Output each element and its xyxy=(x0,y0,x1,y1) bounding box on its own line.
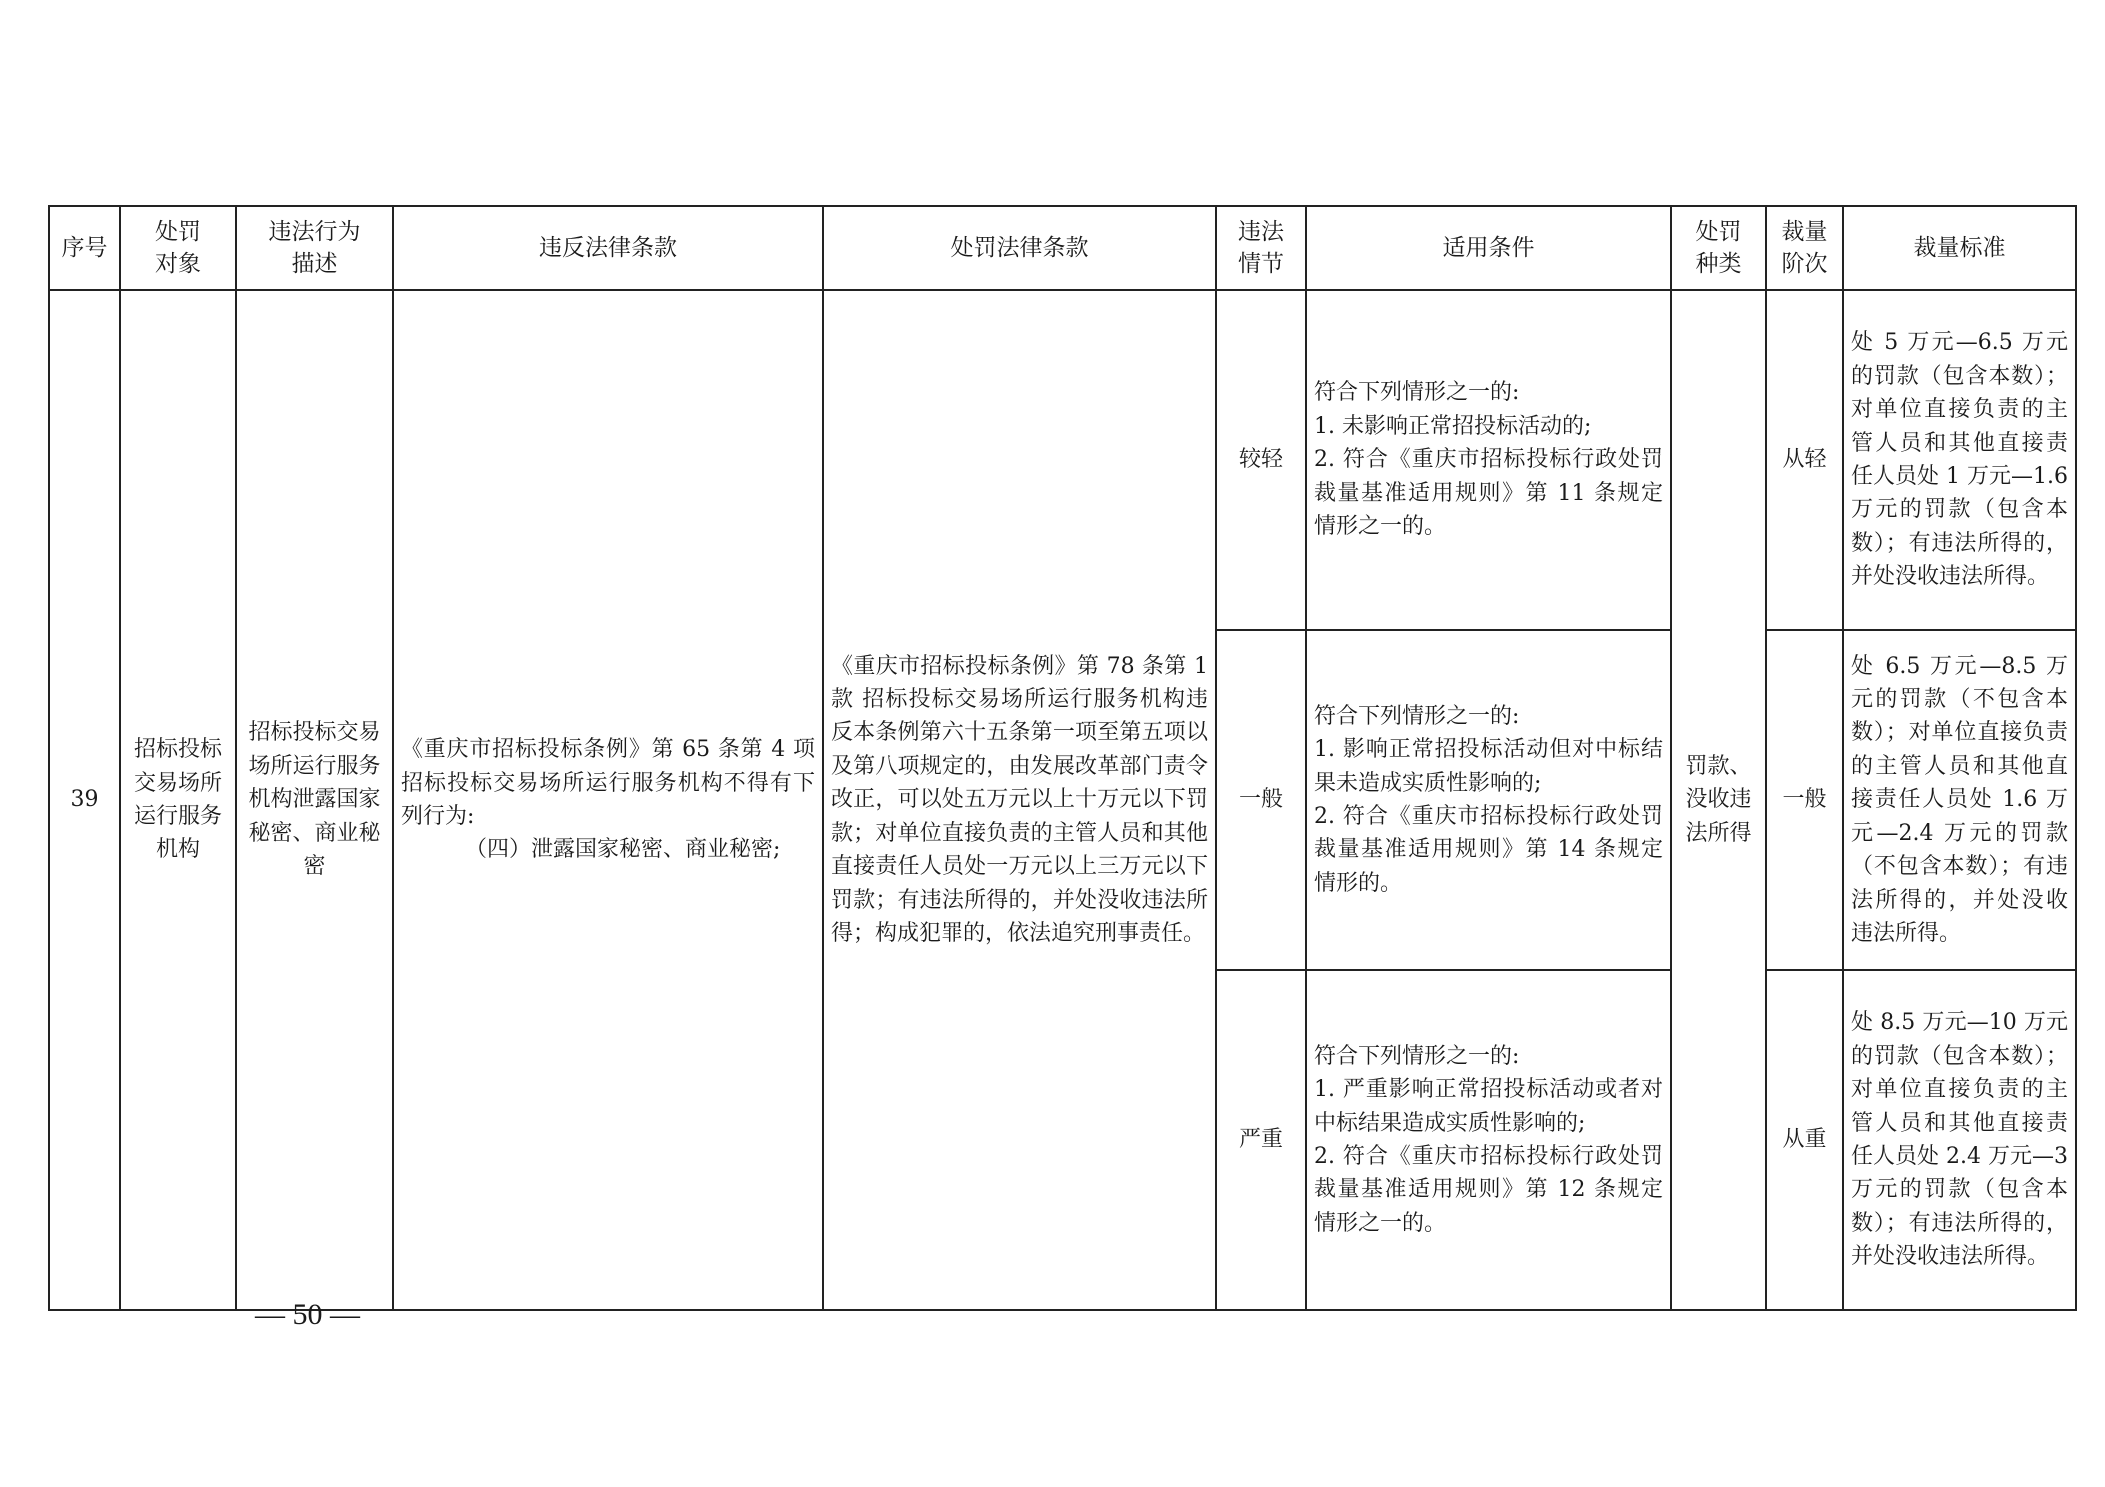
cell-target: 招标投标交易场所运行服务机构 xyxy=(120,290,236,1310)
table-header-row xyxy=(49,206,2076,290)
header-target xyxy=(120,206,236,290)
page-number: — 50 — xyxy=(255,1298,360,1331)
cell-standard-severe: 处 8.5 万元—10 万元的罚款（包含本数）；对单位直接负责的主管人员和其他直接责任人员处 2.4 万元—3 万元的罚款（包含本数）；有违法所得的，并处没收违法所得。 xyxy=(1843,970,2076,1310)
conditions-normal-line: 1. 影响正常招投标活动但对中标结果未造成实质性影响的; xyxy=(1314,737,1663,796)
cell-level-light: 从轻 xyxy=(1766,290,1843,630)
penalty-standard-table xyxy=(48,205,2077,1311)
cell-circumstance-severe: 严重 xyxy=(1216,970,1306,1310)
cell-desc: 招标投标交易场所运行服务机构泄露国家秘密、商业秘密 xyxy=(236,290,393,1310)
cell-conditions-light xyxy=(1306,290,1671,630)
header-desc xyxy=(236,206,393,290)
header-circumstance-text: 违法 情节 xyxy=(1238,218,1284,277)
header-seq: 序号 xyxy=(49,206,120,290)
header-target-text: 处罚 对象 xyxy=(155,218,201,277)
cell-level-normal: 一般 xyxy=(1766,630,1843,970)
cell-conditions-normal xyxy=(1306,630,1671,970)
cell-level-severe: 从重 xyxy=(1766,970,1843,1310)
header-level-text: 裁量 阶次 xyxy=(1781,218,1828,277)
conditions-normal-line: 符合下列情形之一的: xyxy=(1314,703,1520,729)
header-desc-text: 违法行为 描述 xyxy=(268,218,361,277)
table-row xyxy=(49,290,2076,630)
cell-penalty-law: 《重庆市招标投标条例》第 78 条第 1 款 招标投标交易场所运行服务机构违反本条例第六十五条第一项至第五项以及第八项规定的，由发展改革部门责令改正，可以处五万元以上十万元以下罚款；对单位直接负责的主管人员和其他直接责任人员处一万元以上三万元以下罚款；有违法所得的，并处没收违法所得；构成犯罪的，依法追究刑事责任。 xyxy=(823,290,1216,1310)
conditions-light-line: 符合下列情形之一的: xyxy=(1314,380,1520,406)
cell-circumstance-normal: 一般 xyxy=(1216,630,1306,970)
header-penalty-type-text: 处罚 种类 xyxy=(1695,218,1742,277)
header-level xyxy=(1766,206,1843,290)
header-penalty-law: 处罚法律条款 xyxy=(823,206,1216,290)
header-standard: 裁量标准 xyxy=(1843,206,2076,290)
header-circumstance xyxy=(1216,206,1306,290)
cell-violated-law xyxy=(393,290,823,1310)
conditions-light-line: 2. 符合《重庆市招标投标行政处罚裁量基准适用规则》第 11 条规定情形之一的。 xyxy=(1314,447,1663,540)
cell-conditions-severe xyxy=(1306,970,1671,1310)
header-violated: 违反法律条款 xyxy=(393,206,823,290)
conditions-severe-line: 2. 符合《重庆市招标投标行政处罚裁量基准适用规则》第 12 条规定情形之一的。 xyxy=(1314,1144,1663,1236)
cell-standard-normal: 处 6.5 万元—8.5 万元的罚款（不包含本数）；对单位直接负责的主管人员和其他直接责任人员处 1.6 万元—2.4 万元的罚款（不包含本数）；有违法所得的，并处没收违法所得。 xyxy=(1843,630,2076,970)
violated-law-main: 《重庆市招标投标条例》第 65 条第 4 项 招标投标交易场所运行服务机构不得有下列行为: xyxy=(401,737,815,829)
cell-penalty-type: 罚款、没收违法所得 xyxy=(1671,290,1766,1310)
conditions-light-line: 1. 未影响正常招投标活动的; xyxy=(1314,413,1592,439)
header-penalty-type xyxy=(1671,206,1766,290)
cell-standard-light: 处 5 万元—6.5 万元的罚款（包含本数）；对单位直接负责的主管人员和其他直接责任人员处 1 万元—1.6 万元的罚款（包含本数）；有违法所得的，并处没收违法所得。 xyxy=(1843,290,2076,630)
cell-circumstance-light: 较轻 xyxy=(1216,290,1306,630)
header-conditions: 适用条件 xyxy=(1306,206,1671,290)
conditions-normal-line: 2. 符合《重庆市招标投标行政处罚裁量基准适用规则》第 14 条规定情形的。 xyxy=(1314,804,1663,896)
violated-law-item: （四）泄露国家秘密、商业秘密; xyxy=(465,837,781,863)
conditions-severe-line: 符合下列情形之一的: xyxy=(1314,1043,1520,1069)
conditions-severe-line: 1. 严重影响正常招投标活动或者对中标结果造成实质性影响的; xyxy=(1314,1077,1663,1136)
cell-seq: 39 xyxy=(49,290,120,1310)
